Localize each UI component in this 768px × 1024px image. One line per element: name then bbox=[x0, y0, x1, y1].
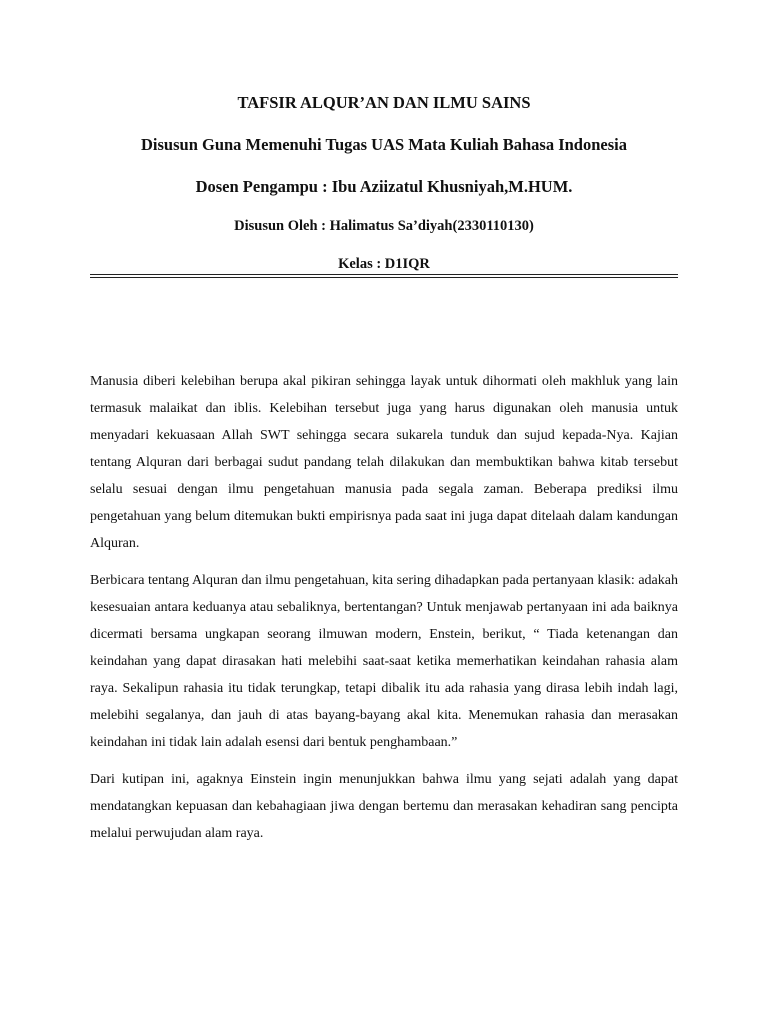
body-paragraph: Manusia diberi kelebihan berupa akal pikiran sehingga layak untuk dihormati oleh makhluk yang lain termasuk malaikat dan iblis. Kelebihan tersebut juga yang harus digunakan oleh manusia untuk menyadari kekuasaan Allah SWT sehingga secara sukarela tunduk dan sujud kepada-Nya. Kajian tentang Alquran dari berbagai sudut pandang telah dilakukan dan membuktikan bahwa kitab tersebut selalu sesuai dengan ilmu pengetahuan manusia pada segala zaman. Beberapa prediksi ilmu pengetahuan yang belum ditemukan bukti empirisnya pada saat ini juga dapat ditelaah dalam kandungan Alquran. bbox=[90, 374, 678, 551]
header-divider-bottom bbox=[90, 277, 678, 278]
document-title: TAFSIR ALQUR’AN DAN ILMU SAINS bbox=[237, 93, 531, 112]
class-line: Kelas : D1IQR bbox=[338, 256, 430, 272]
lecturer-line: Dosen Pengampu : Ibu Aziizatul Khusniyah,M.HUM. bbox=[195, 177, 573, 196]
document-body bbox=[90, 368, 678, 857]
body-paragraph: Berbicara tentang Alquran dan ilmu pengetahuan, kita sering dihadapkan pada pertanyaan klasik: adakah kesesuaian antara keduanya atau sebaliknya, bertentangan? Untuk menjawab pertanyaan ini ada baiknya dicermati bersama ungkapan seorang ilmuwan modern, Enstein, berikut, “ Tiada ketenangan dan keindahan yang dapat dirasakan hati melebihi saat-saat ketika memerhatikan keindahan rahasia alam raya. Sekalipun rahasia itu tidak terungkap, tetapi dibalik itu ada rahasia yang dirasa lebih indah lagi, melebihi segalanya, dan jauh di atas bayang-bayang akal kita. Menemukan rahasia dan merasakan keindahan ini tidak lain adalah esensi dari bentuk penghambaan.” bbox=[90, 573, 678, 750]
body-paragraph: Dari kutipan ini, agaknya Einstein ingin menunjukkan bahwa ilmu yang sejati adalah yang dapat mendatangkan kepuasan dan kebahagiaan jiwa dengan bertemu dan merasakan kehadiran sang pencipta melalui perwujudan alam raya. bbox=[90, 772, 678, 841]
header-divider-top bbox=[90, 274, 678, 275]
author-line: Disusun Oleh : Halimatus Sa’diyah(2330110130) bbox=[234, 218, 534, 234]
document-subtitle: Disusun Guna Memenuhi Tugas UAS Mata Kuliah Bahasa Indonesia bbox=[141, 135, 627, 154]
